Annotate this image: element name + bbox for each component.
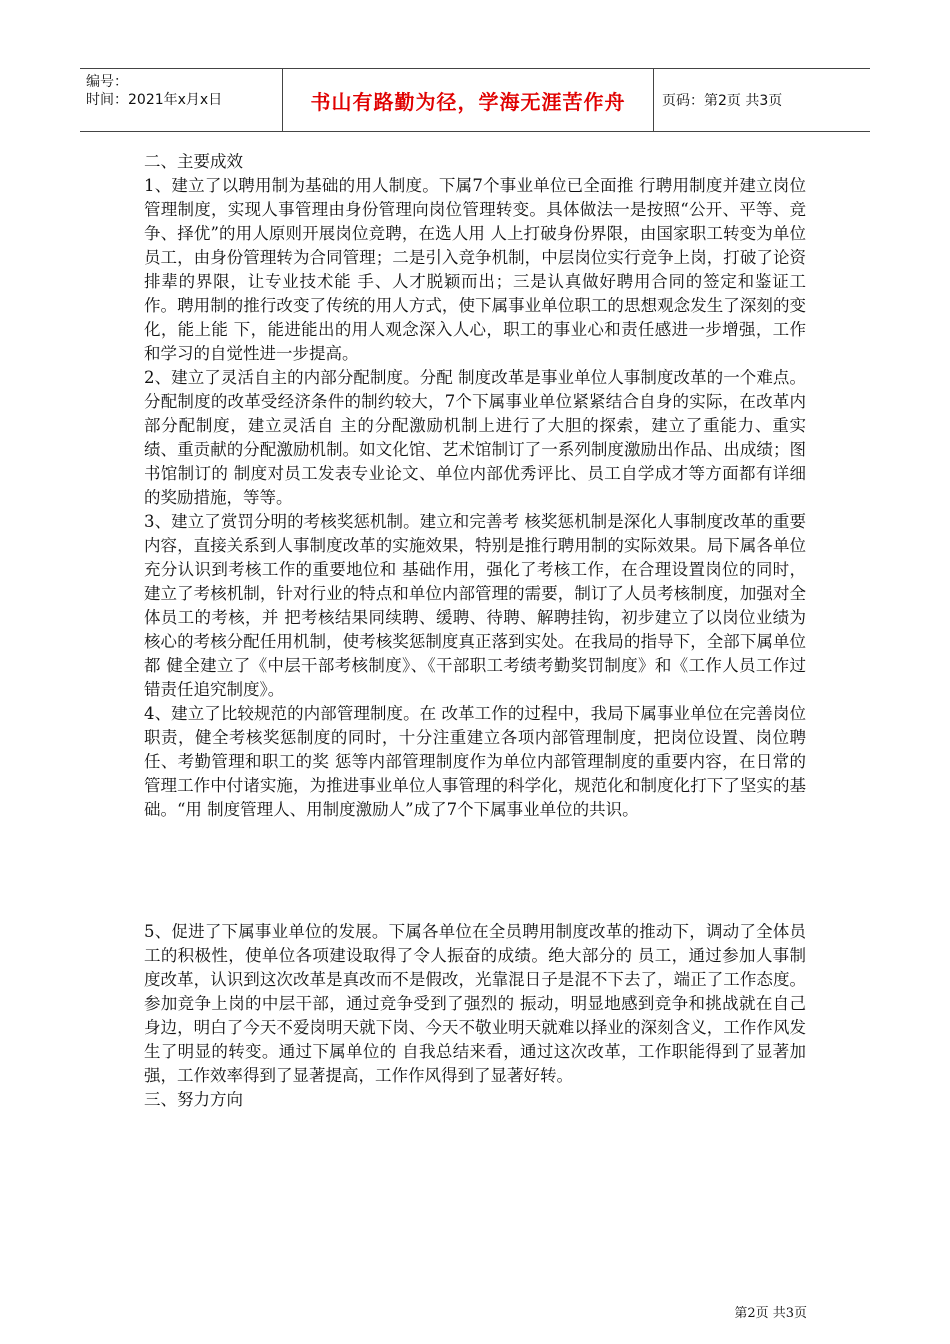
header-page-info: 页码：第2页 共3页 — [662, 93, 783, 109]
paragraph: 5、促进了下属事业单位的发展。下属各单位在全员聘用制度改革的推动下，调动了全体员工的积极性，使单位各项建设取得了令人振奋的成绩。绝大部分的 员工，通过参加人事制度改革，认识到这次改革是真改而不是假改，光靠混日子是混不下去了，端正了工作态度。参加竞争上岗的中层干部，通过竞争受到了强烈的 振动，明显地感到竞争和挑战就在自己身边，明白了今天不爱岗明天就下岗、今天不敬业明天就难以择业的深刻含义，工作作风发生了明显的转变。通过下属单位的 自我总结来看，通过这次改革，工作职能得到了显著加强，工作效率得到了显著提高，工作作风得到了显著好转。 — [144, 922, 806, 1085]
paragraph: 4、建立了比较规范的内部管理制度。在 改革工作的过程中，我局下属事业单位在完善岗位职责，健全考核奖惩制度的同时，十分注重建立各项内部管理制度，把岗位设置、岗位聘任、考勤管理和职工的奖 惩等内部管理制度作为单位内部管理制度的重要内容，在日常的管理工作中付诸实施，为推进事业单位人事管理的科学化，规范化和制度化打下了坚实的基础。“用 制度管理人、用制度激励人”成了7个下属事业单位的共识。 — [144, 704, 806, 819]
header-meta — [80, 69, 283, 131]
page-footer: 第2页 共3页 — [734, 1306, 807, 1321]
paragraph: 1、建立了以聘用制为基础的用人制度。下属7个事业单位已全面推 行聘用制度并建立岗位管理制度，实现人事管理由身份管理向岗位管理转变。具体做法一是按照“公开、平等、竞争、择优”的用人原则开展岗位竞聘，在选人用 人上打破身份界限，由国家职工转变为单位员工，由身份管理转为合同管理；二是引入竞争机制，中层岗位实行竞争上岗，打破了论资排辈的界限，让专业技术能 手、人才脱颖而出；三是认真做好聘用合同的签定和鉴证工作。聘用制的推行改变了传统的用人方式，使下属事业单位职工的思想观念发生了深刻的变化，能上能 下，能进能出的用人观念深入人心，职工的事业心和责任感进一步增强，工作和学习的自觉性进一步提高。 — [144, 176, 806, 363]
page-header — [80, 68, 870, 132]
number-label: 编号： — [86, 74, 128, 90]
paragraph: 2、建立了灵活自主的内部分配制度。分配 制度改革是事业单位人事制度改革的一个难点。分配制度的改革受经济条件的制约较大，7个下属事业单位紧紧结合自身的实际，在改革内部分配制度，建立灵活自 主的分配激励机制上进行了大胆的探索，建立了重能力、重实绩、重贡献的分配激励机制。如文化馆、艺术馆制订了一系列制度激励出作品、出成绩；图书馆制订的 制度对员工发表专业论文、单位内部优秀评比、员工自学成才等方面都有详细的奖励措施，等等。 — [144, 368, 806, 507]
paragraph: 3、建立了赏罚分明的考核奖惩机制。建立和完善考 核奖惩机制是深化人事制度改革的重要内容，直接关系到人事制度改革的实施效果，特别是推行聘用制的实际效果。局下属各单位充分认识到考核工作的重要地位和 基础作用，强化了考核工作，在合理设置岗位的同时，建立了考核机制，针对行业的特点和单位内部管理的需要，制订了人员考核制度，加强对全体员工的考核，并 把考核结果同续聘、缓聘、待聘、解聘挂钩，初步建立了以岗位业绩为核心的考核分配任用机制，使考核奖惩制度真正落到实处。在我局的指导下，全部下属单位都 健全建立了《中层干部考核制度》、《干部职工考绩考勤奖罚制度》和《工作人员工作过错责任追究制度》。 — [144, 512, 806, 699]
section-title: 三、努力方向 — [144, 1090, 243, 1109]
header-motto: 书山有路勤为径，学海无涯苦作舟 — [283, 69, 654, 131]
section-title: 二、主要成效 — [144, 152, 243, 171]
time-label: 时间：2021年x月x日 — [86, 92, 223, 108]
spacer — [144, 822, 806, 920]
document-body — [144, 150, 806, 1112]
